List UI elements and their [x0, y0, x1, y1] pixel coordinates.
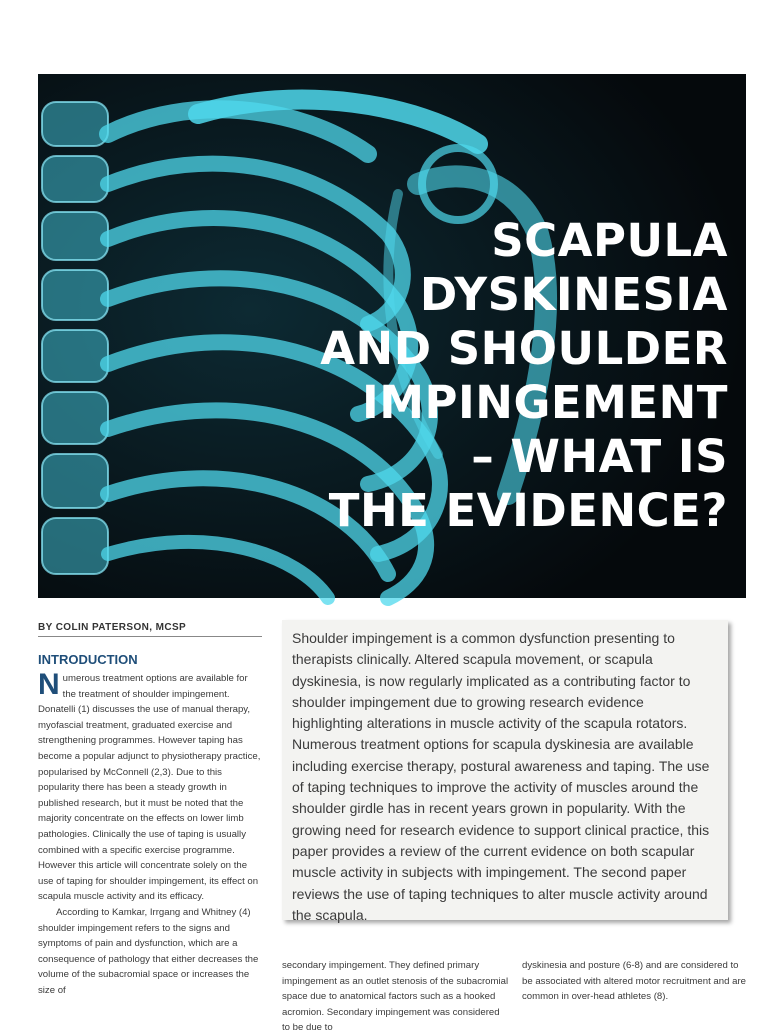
- section-heading-introduction: INTRODUCTION: [38, 652, 138, 667]
- title-line: AND SHOULDER: [320, 322, 728, 375]
- drop-cap: N: [38, 668, 60, 701]
- author-byline: BY COLIN PATERSON, MCSP: [38, 622, 262, 637]
- title-line: THE EVIDENCE?: [328, 484, 728, 537]
- intro-paragraph-2: According to Kamkar, Irrgang and Whitney (4) shoulder impingement refers to the signs and symptoms of pain and dysfunction, which are a consequence of pathology that either decreases the volume of the subacromial space or increases the size of: [38, 906, 259, 996]
- title-line: SCAPULA: [491, 214, 728, 267]
- title-line: DYSKINESIA: [419, 268, 728, 321]
- column-3-text: dyskinesia and posture (6-8) and are considered to be associated with altered motor recruitment and are common in over-head athletes (8).: [522, 960, 746, 1003]
- intro-paragraph-1: [38, 668, 262, 905]
- body-column-3: [522, 958, 750, 1024]
- title-line: IMPINGEMENT: [362, 376, 728, 429]
- column-2-text: secondary impingement. They defined primary impingement as an outlet stenosis of the subacromial space due to anatomical factors such as a hooked acromion. Secondary impingement was considered to be due to: [282, 960, 509, 1034]
- abstract-text: Shoulder impingement is a common dysfunction presenting to therapists clinically. Altered scapula movement, or scapula dyskinesia, is now regularly implicated as a contributing factor to shoulder impingement due to growing research evidence highlighting alterations in muscle activity of the scapula rotators. Numerous treatment options for scapula dyskinesia are available including exercise therapy, postural awareness and taping. The use of taping techniques to improve the activity of muscles around the shoulder girdle has in recent years grown in popularity. With the growing need for research evidence to support clinical practice, this paper provides a review of the current evidence on both scapular muscle activity in subjects with impingement. The second paper reviews the use of taping techniques to alter muscle activity around the scapula.: [292, 630, 710, 923]
- abstract-box: [282, 620, 728, 923]
- title-line: – WHAT IS: [471, 430, 728, 483]
- article-title: [320, 214, 728, 538]
- body-column-1: [38, 668, 262, 1024]
- body-column-2: [282, 958, 510, 1034]
- intro-paragraph-1-text: umerous treatment options are available for the treatment of shoulder impingement. Donatelli (1) discusses the use of manual therapy, myofascial treatment, graduated exercise and strengthening programmes. However taping has become a popular adjunct to physiotherapy practice, popularised by McConnell (2,3). Due to this popularity there has been a steady growth in published research, but it must be noted that the majority concentrate on the effects on lower limb pathologies. Clinically the use of taping is usually combined with a specific exercise programme. However this article will concentrate solely on the use of taping for shoulder impingement, its effect on scapula muscle activity and its efficacy.: [38, 673, 261, 903]
- hero-xray-image: [38, 74, 746, 598]
